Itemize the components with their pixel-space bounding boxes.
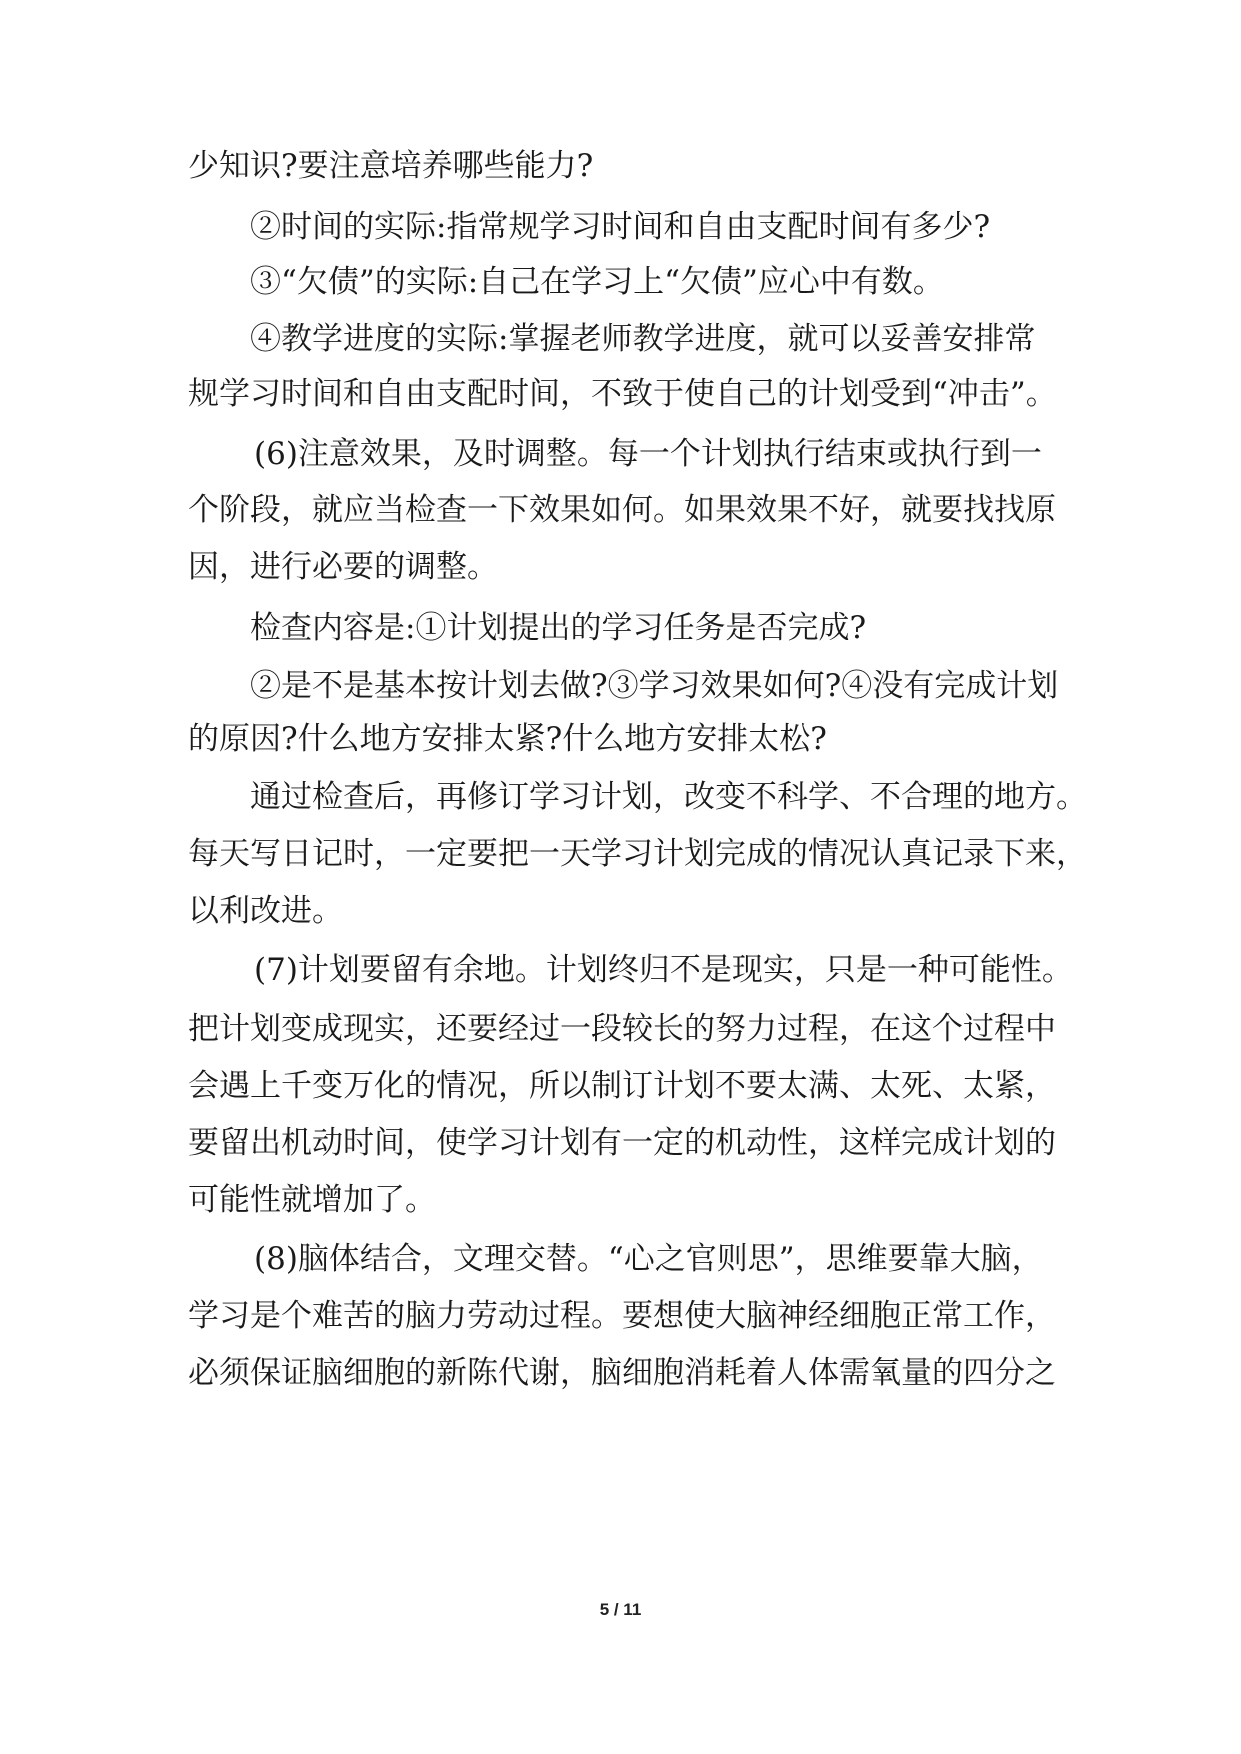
text-line: 把计划变成现实，还要经过一段较长的努力过程，在这个过程中 [188, 1011, 1056, 1047]
text-line: ②时间的实际:指常规学习时间和自由支配时间有多少? [250, 209, 991, 245]
text-line: 每天写日记时，一定要把一天学习计划完成的情况认真记录下来， [188, 836, 1087, 872]
text-line: 要留出机动时间，使学习计划有一定的机动性，这样完成计划的 [188, 1125, 1056, 1161]
text-line: 检查内容是:①计划提出的学习任务是否完成? [250, 610, 867, 646]
text-line: 以利改进。 [188, 893, 343, 929]
text-line: 通过检查后，再修订学习计划，改变不科学、不合理的地方。 [250, 779, 1087, 815]
text-line: (6)注意效果，及时调整。每一个计划执行结束或执行到一 [254, 436, 1042, 472]
text-line: ④教学进度的实际:掌握老师教学进度，就可以妥善安排常 [250, 321, 1036, 357]
text-line: 规学习时间和自由支配时间，不致于使自己的计划受到“冲击”。 [188, 376, 1057, 412]
text-line: (7)计划要留有余地。计划终归不是现实，只是一种可能性。 [254, 952, 1073, 988]
text-line: (8)脑体结合，文理交替。“心之官则思”，思维要靠大脑， [254, 1241, 1043, 1277]
text-line: 的原因?什么地方安排太紧?什么地方安排太松? [188, 721, 827, 757]
text-line: 少知识?要注意培养哪些能力? [188, 148, 594, 184]
text-line: 学习是个难苦的脑力劳动过程。要想使大脑神经细胞正常工作， [188, 1298, 1056, 1334]
text-line: ②是不是基本按计划去做?③学习效果如何?④没有完成计划 [250, 668, 1059, 704]
text-line: 因，进行必要的调整。 [188, 549, 498, 585]
text-line: 可能性就增加了。 [188, 1182, 436, 1218]
page-number: 5 / 11 [599, 1600, 642, 1619]
text-line: 会遇上千变万化的情况，所以制订计划不要太满、太死、太紧， [188, 1068, 1056, 1104]
text-line: 必须保证脑细胞的新陈代谢，脑细胞消耗着人体需氧量的四分之 [188, 1355, 1056, 1391]
text-line: ③“欠债”的实际:自己在学习上“欠债”应心中有数。 [250, 264, 944, 300]
text-line: 个阶段，就应当检查一下效果如何。如果效果不好，就要找找原 [188, 492, 1056, 528]
